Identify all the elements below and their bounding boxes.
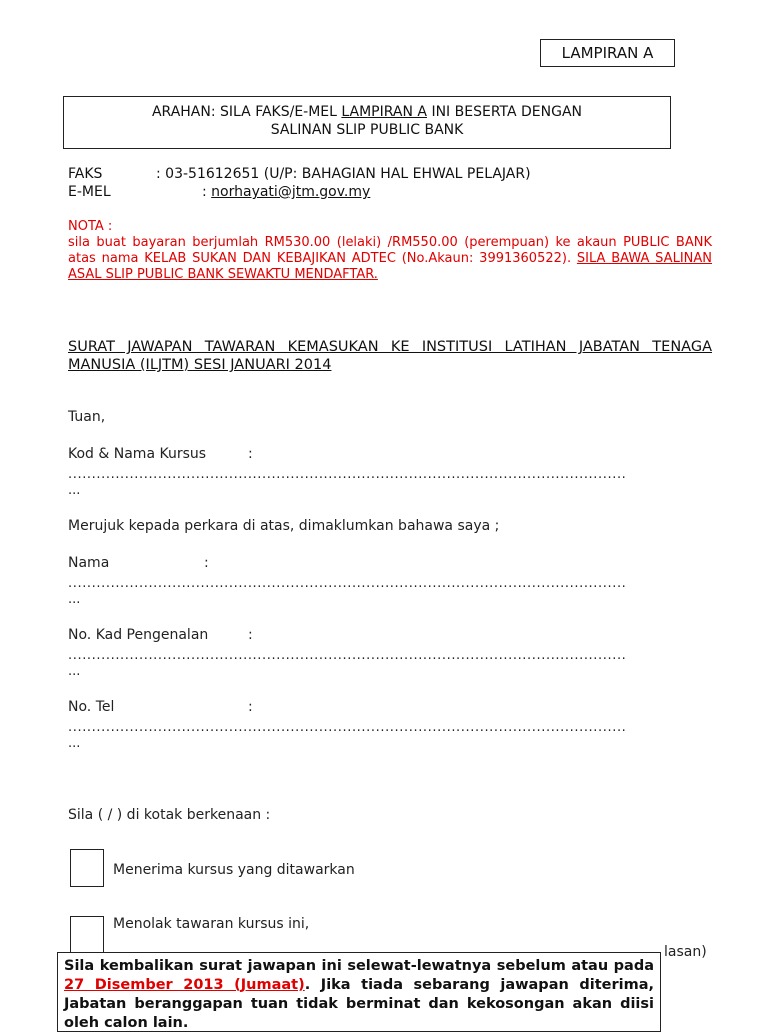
ic-input-line-cont: ... [68, 664, 81, 679]
fax-number: : 03-51612651 (U/P: BAHAGIAN HAL EHWAL PELAJAR) [156, 166, 531, 182]
merujuk-text: Merujuk kepada perkara di atas, dimaklumkan bahawa saya ; [68, 518, 500, 534]
ic-field-label [68, 627, 253, 643]
fax-line [68, 165, 531, 183]
email-label: E-MEL [68, 184, 111, 200]
course-input-line[interactable]: ...................................................................................................................... [68, 468, 627, 482]
lampiran-label: LAMPIRAN A [540, 39, 675, 67]
email-line [68, 183, 370, 201]
instruction-text-post: INI BESERTA DENGAN [427, 104, 583, 120]
deadline-date: 27 Disember 2013 (Jumaat) [64, 977, 305, 993]
tick-instruction: Sila ( / ) di kotak berkenaan : [68, 807, 271, 823]
ic-input-line[interactable]: ...................................................................................................................... [68, 649, 627, 663]
ic-colon: : [248, 627, 253, 643]
notice-text-2: . Jika tiada sebarang jawapan diterima, Jabatan beranggapan tuan tidak berminat dan kekosongan akan diisi oleh calon lain. [64, 977, 654, 1031]
email-colon: : [202, 184, 207, 200]
name-field-label [68, 555, 209, 571]
course-input-line-cont: ... [68, 483, 81, 498]
salutation: Tuan, [68, 409, 106, 425]
accept-checkbox[interactable] [70, 849, 104, 887]
course-colon: : [248, 446, 253, 462]
ic-label: No. Kad Pengenalan [68, 627, 209, 643]
notice-text-1: Sila kembalikan surat jawapan ini selewat-lewatnya sebelum atau pada [64, 958, 654, 974]
note-heading: NOTA : [68, 219, 113, 234]
tel-label: No. Tel [68, 699, 115, 715]
instruction-box [63, 96, 671, 149]
name-colon: : [204, 555, 209, 571]
note-body: sila buat bayaran berjumlah RM530.00 (lelaki) /RM550.00 (perempuan) ke akaun PUBLIC BANK atas nama KELAB SUKAN DAN KEBAJIKAN ADTEC (No.Akaun: 3991360522). [68, 235, 712, 266]
tel-input-line-cont: ... [68, 736, 81, 751]
instruction-text-pre: ARAHAN: SILA FAKS/E-MEL [151, 104, 342, 120]
note-underlined: SILA BAWA SALINAN ASAL SLIP PUBLIC BANK SEWAKTU MENDAFTAR. [68, 251, 712, 282]
return-deadline-notice [57, 952, 661, 1032]
instruction-line-2: SALINAN SLIP PUBLIC BANK [270, 122, 464, 138]
tel-input-line[interactable]: ...................................................................................................................... [68, 721, 627, 735]
accept-option-label: Menerima kursus yang ditawarkan [113, 862, 355, 878]
course-label: Kod & Nama Kursus [68, 446, 207, 462]
course-field-label [68, 446, 253, 462]
reject-checkbox[interactable] [70, 916, 104, 954]
email-link[interactable]: norhayati@jtm.gov.my [211, 184, 371, 200]
tel-colon: : [248, 699, 253, 715]
name-label: Nama [68, 555, 110, 571]
instruction-lampiran-ref: LAMPIRAN A [341, 104, 427, 120]
name-input-line[interactable]: ...................................................................................................................... [68, 577, 627, 591]
reject-option-label: Menolak tawaran kursus ini, [113, 916, 310, 932]
instruction-line-1 [64, 103, 670, 121]
letter-title: SURAT JAWAPAN TAWARAN KEMASUKAN KE INSTITUSI LATIHAN JABATAN TENAGA MANUSIA (ILJTM) SESI JANUARI 2014 [68, 339, 712, 373]
tel-field-label [68, 699, 253, 715]
fax-label: FAKS [68, 166, 103, 182]
reject-reason-tail: lasan) [664, 944, 707, 960]
name-input-line-cont: ... [68, 592, 81, 607]
payment-note [68, 219, 712, 283]
